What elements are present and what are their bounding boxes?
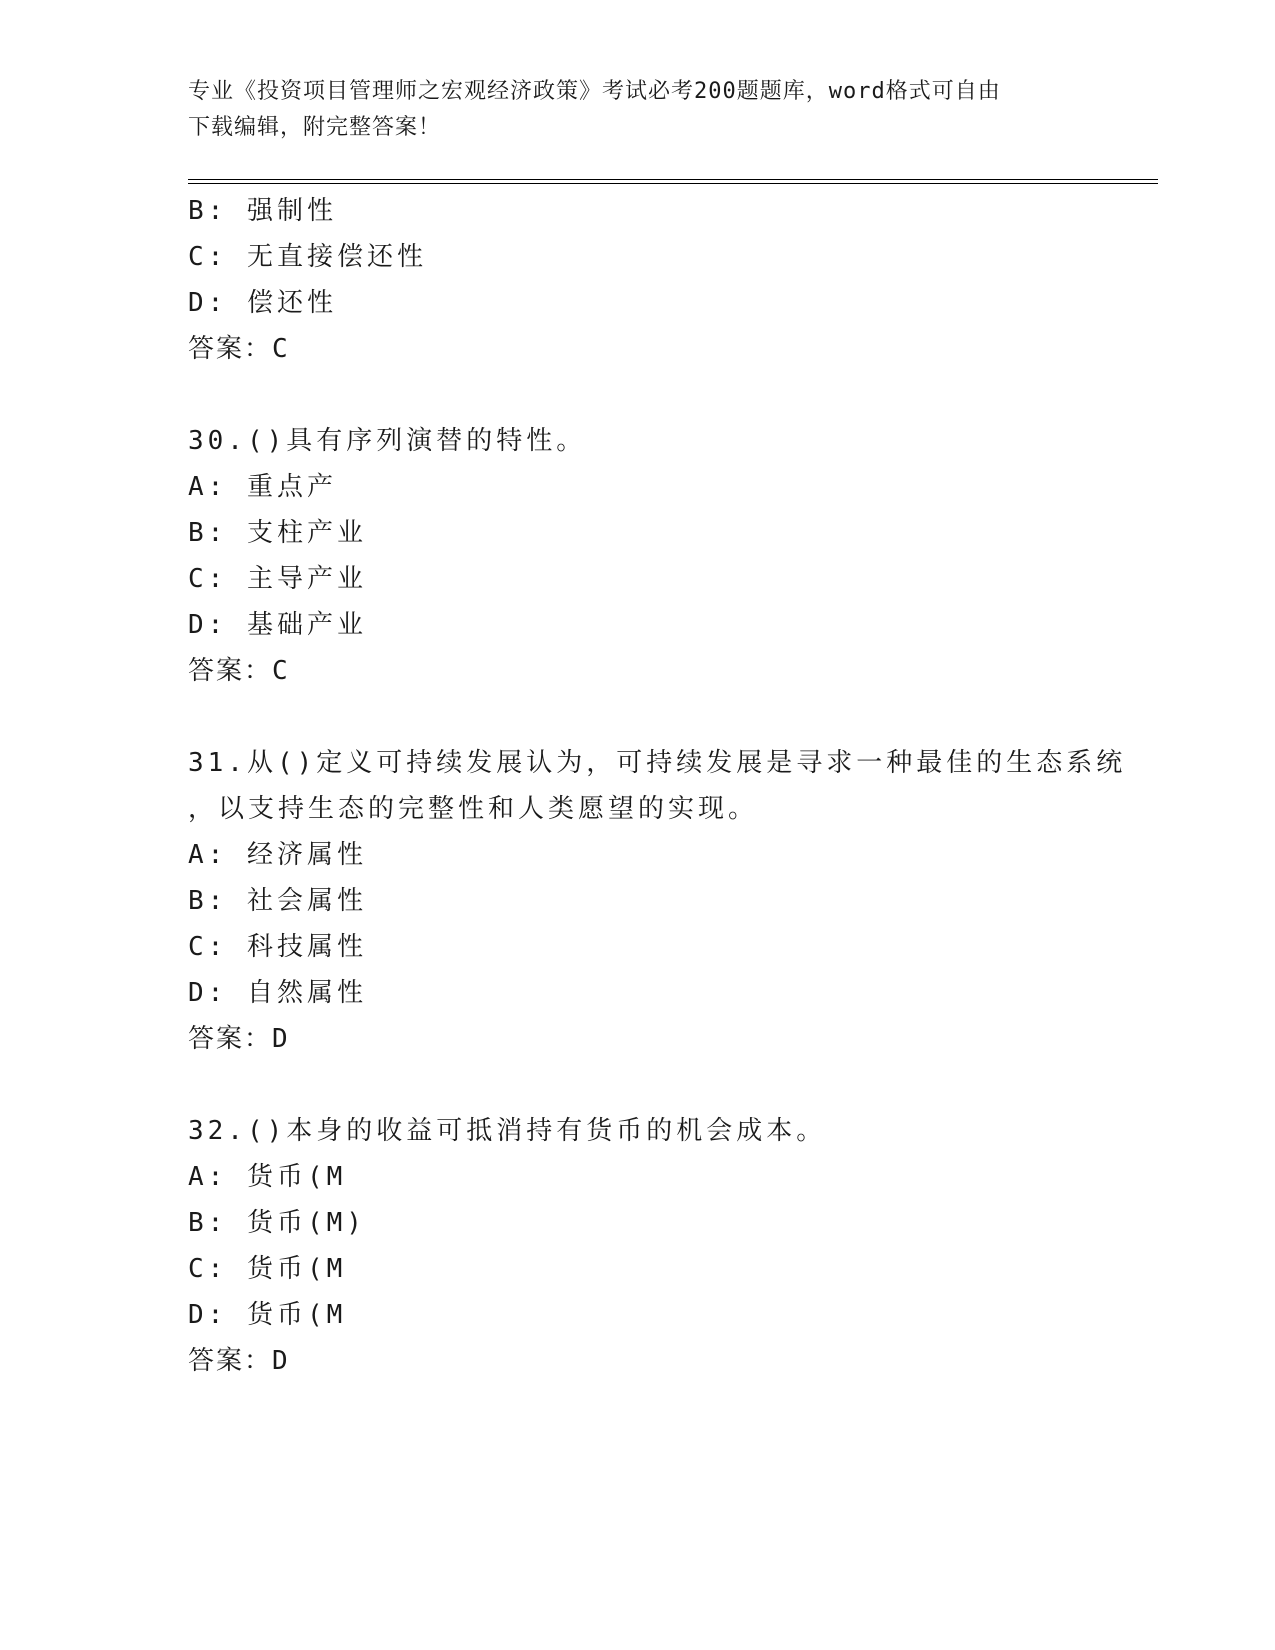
question-stem-line-2: ，以支持生态的完整性和人类愿望的实现。 [188, 794, 759, 824]
question-31 [188, 740, 1127, 1062]
spacer [188, 372, 1088, 418]
question-stem: 32.()本身的收益可抵消持有货币的机会成本。 [188, 1116, 827, 1146]
header-line-1: 专业《投资项目管理师之宏观经济政策》考试必考200题题库，word格式可自由 [188, 79, 1001, 104]
option-d: D: 偿还性 [188, 288, 337, 318]
option-b: B: 社会属性 [188, 886, 367, 916]
option-a: A: 经济属性 [188, 840, 367, 870]
option-b: B: 强制性 [188, 196, 337, 226]
question-list [188, 188, 1127, 1384]
spacer [188, 1062, 1088, 1108]
question-32 [188, 1108, 1088, 1384]
option-d: D: 基础产业 [188, 610, 367, 640]
question-stem-line-1: 31.从()定义可持续发展认为，可持续发展是寻求一种最佳的生态系统 [188, 748, 1127, 778]
option-c: C: 货币(M [188, 1254, 347, 1284]
document-header [188, 74, 1088, 146]
option-a: A: 货币(M [188, 1162, 347, 1192]
header-divider-bottom [188, 183, 1158, 184]
answer-line: 答案：C [188, 334, 290, 364]
option-d: D: 货币(M [188, 1300, 347, 1330]
option-b: B: 货币(M) [188, 1208, 366, 1238]
spacer [188, 694, 1088, 740]
option-c: C: 主导产业 [188, 564, 367, 594]
question-30 [188, 418, 1088, 694]
question-stem: 30.()具有序列演替的特性。 [188, 426, 587, 456]
answer-line: 答案：D [188, 1346, 290, 1376]
option-c: C: 无直接偿还性 [188, 242, 427, 272]
option-b: B: 支柱产业 [188, 518, 367, 548]
option-c: C: 科技属性 [188, 932, 367, 962]
option-a: A: 重点产 [188, 472, 337, 502]
header-divider-top [188, 179, 1158, 180]
header-line-2: 下载编辑，附完整答案！ [188, 115, 442, 140]
answer-line: 答案：D [188, 1024, 290, 1054]
answer-line: 答案：C [188, 656, 290, 686]
option-d: D: 自然属性 [188, 978, 367, 1008]
question-29-tail [188, 188, 1088, 372]
